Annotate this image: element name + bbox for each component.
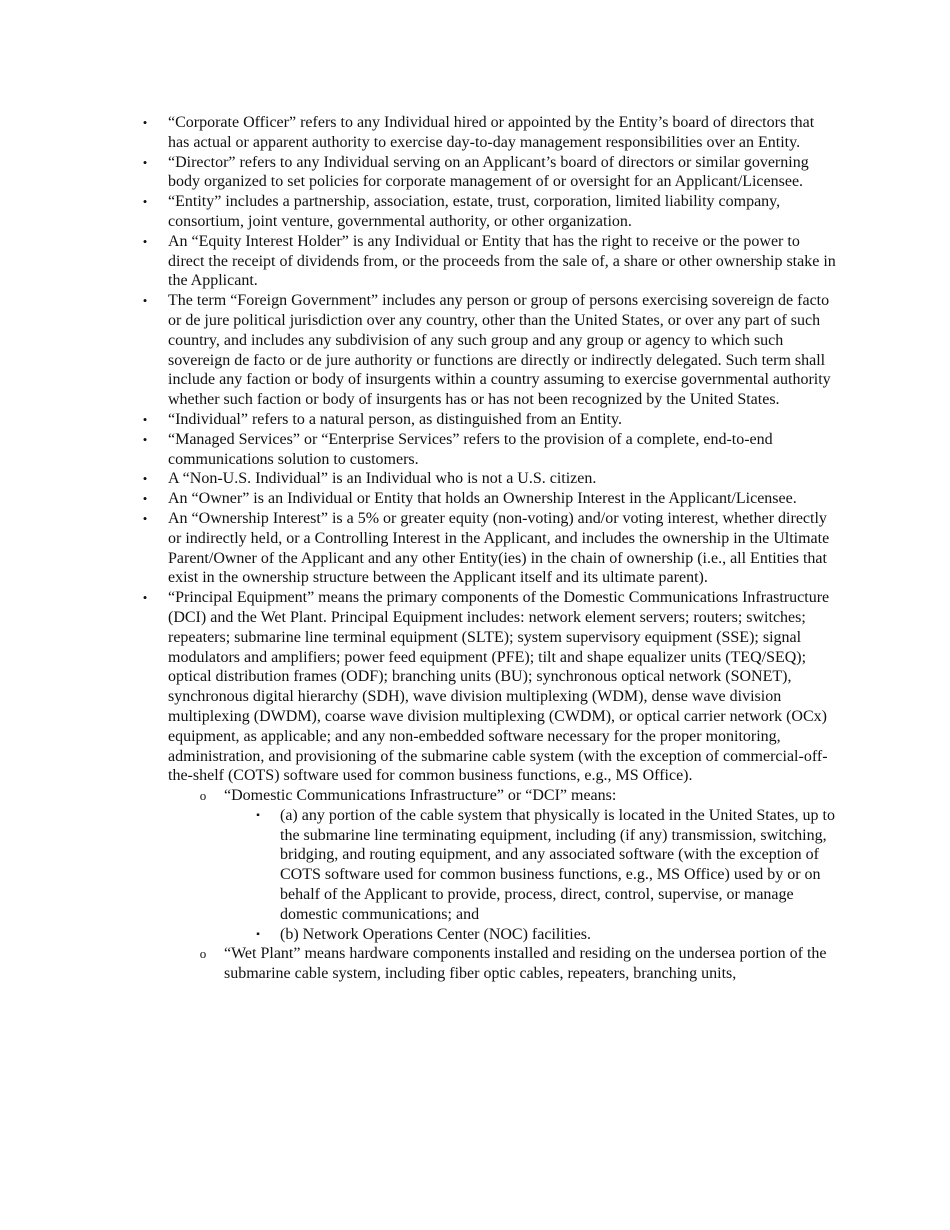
bullet-icon: • (142, 590, 148, 606)
definition-text: A “Non-U.S. Individual” is an Individual who is not a U.S. citizen. (168, 470, 597, 488)
definition-text: “Corporate Officer” refers to any Individual hired or appointed by the Entity’s board of directors that has actual or apparent authority to exercise day-to-day management responsibilities over an Entity. (168, 114, 815, 151)
definition-corporate-officer (0, 113, 838, 153)
definition-text: “Managed Services” or “Enterprise Services” refers to the provision of a complete, end-to-end communications solution to customers. (168, 430, 773, 468)
dci-sublist (0, 806, 834, 945)
circle-bullet-icon: o (199, 788, 207, 804)
definition-ownership-interest (0, 509, 838, 588)
definition-entity (0, 192, 838, 232)
definition-dci (0, 786, 834, 944)
definition-text: An “Owner” is an Individual or Entity that holds an Ownership Interest in the Applicant/Licensee. (168, 490, 797, 508)
definition-text: The term “Foreign Government” includes any person or group of persons exercising sovereign de facto or de jure political jurisdiction over any country, other than the United States, or over any part of such country, and includes any subdivision of any such group and any group or agency to which such sovereign de facto or de jure authority or functions are directly or indirectly delegated. Such term shall include any faction or body of insurgents within a country assuming to exercise governmental authority whether such faction or body of insurgents has or has not been recognized by the United States. (168, 292, 831, 409)
bullet-icon: • (142, 411, 148, 427)
definition-text: An “Equity Interest Holder” is any Individual or Entity that has the right to receive or the power to direct the receipt of dividends from, or the proceeds from the sale of, a share or other ownership stake in the Applicant. (168, 232, 836, 290)
square-bullet-icon: ▪ (256, 928, 260, 940)
definition-text: “Principal Equipment” means the primary components of the Domestic Communications Infrastructure (DCI) and the Wet Plant. Principal Equipment includes: network element servers; routers; switches; repeaters; submarine line terminal equipment (SLTE); system supervisory equipment (SSE); signal modulators and amplifiers; power feed equipment (PFE); tilt and shape equalizer units (TEQ/SEQ); optical distribution frames (ODF); branching units (BU); synchronous optical network (SONET), synchronous digital hierarchy (SDH), wave division multiplexing (WDM), dense wave division multiplexing (DWDM), coarse wave division multiplexing (CWDM), or optical carrier network (OCx) equipment, as applicable; and any non-embedded software necessary for the proper monitoring, administration, and provisioning of the submarine cable system (with the exception of commercial-off-the-shelf (COTS) software used for common business functions, e.g., MS Office). (168, 589, 830, 785)
bullet-icon: • (142, 233, 148, 249)
bullet-icon: • (142, 471, 148, 487)
definition-text: An “Ownership Interest” is a 5% or greater equity (non-voting) and/or voting interest, whether directly or indirectly held, or a Controlling Interest in the Applicant, and includes the ownership in the Ultimate Parent/Owner of the Applicant and any other Entity(ies) in the chain of ownership (i.e., all Entities that exist in the ownership structure between the Applicant itself and its ultimate parent). (168, 509, 830, 587)
definition-owner (0, 489, 838, 509)
definition-text: “Wet Plant” means hardware components installed and residing on the undersea portion of the submarine cable system, including fiber optic cables, repeaters, branching units, (224, 945, 827, 983)
principal-equipment-sublist (0, 786, 838, 984)
bullet-icon: • (142, 194, 148, 210)
definition-managed-services (0, 430, 838, 470)
definition-text: “Individual” refers to a natural person, as distinguished from an Entity. (168, 410, 622, 428)
definition-equity-interest-holder (0, 232, 838, 291)
definition-text: “Domestic Communications Infrastructure” or “DCI” means: (224, 787, 617, 805)
dci-item-a (0, 806, 835, 925)
definition-wet-plant (0, 944, 834, 984)
bullet-icon: • (142, 431, 148, 447)
bullet-icon: • (142, 115, 148, 130)
square-bullet-icon: ▪ (256, 809, 260, 821)
definition-text: “Director” refers to any Individual serving on an Applicant’s board of directors or similar governing body organized to set policies for corporate management of or oversight for an Applicant/Licensee. (168, 153, 809, 191)
definition-text: (b) Network Operations Center (NOC) facilities. (280, 925, 592, 943)
definition-non-us-individual (0, 469, 838, 489)
definition-text: “Entity” includes a partnership, association, estate, trust, corporation, limited liability company, consortium, joint venture, governmental authority, or other organization. (168, 193, 781, 230)
definition-director (0, 153, 838, 193)
definitions-list (0, 113, 950, 984)
definition-principal-equipment (0, 588, 838, 984)
definition-foreign-government (0, 291, 838, 410)
dci-item-b (0, 925, 835, 945)
bullet-icon: • (142, 293, 148, 309)
circle-bullet-icon: o (199, 946, 207, 962)
bullet-icon: • (142, 154, 148, 170)
definition-text: (a) any portion of the cable system that physically is located in the United States, up to the submarine line terminating equipment, including (if any) transmission, switching, bridging, and routing equipment, and any associated software (with the exception of COTS software used for common business functions, e.g., MS Office) used by or on behalf of the Applicant to provide, process, direct, control, supervise, or manage domestic communications; and (280, 806, 835, 923)
definition-individual (0, 410, 838, 430)
bullet-icon: • (142, 510, 148, 526)
bullet-icon: • (142, 491, 148, 507)
